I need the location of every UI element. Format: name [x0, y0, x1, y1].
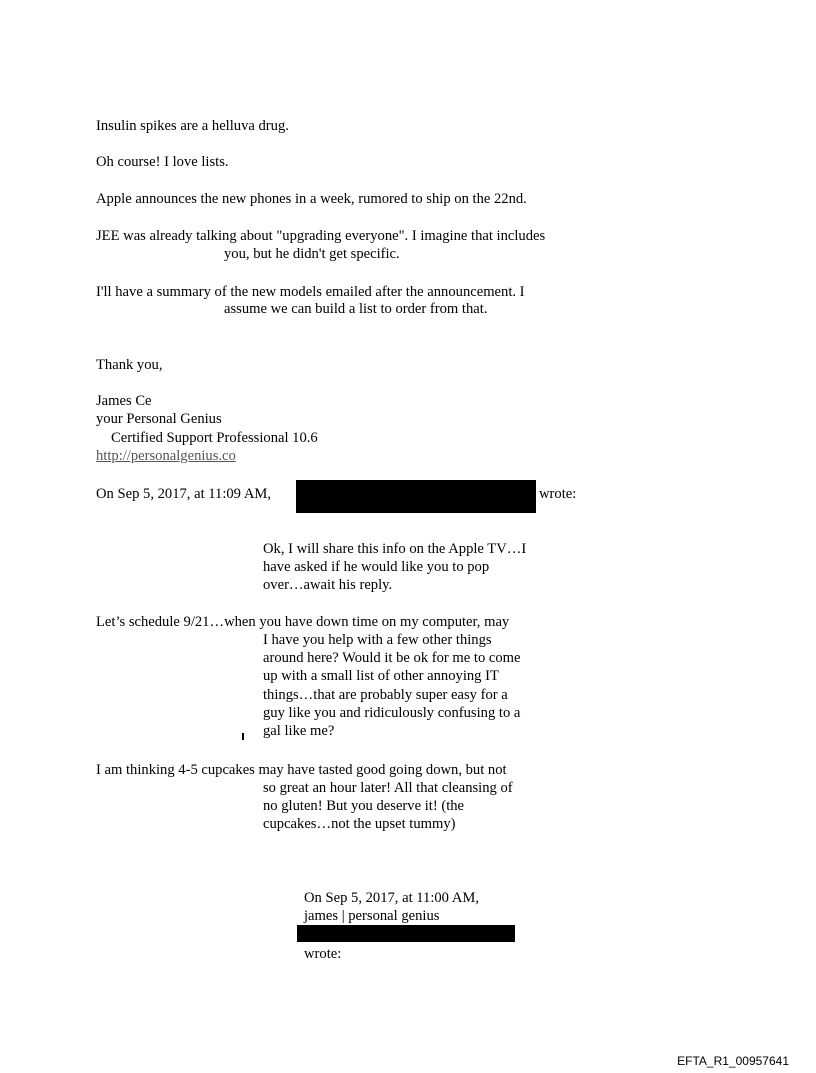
quote1-c-line: so great an hour later! All that cleansing of [263, 780, 513, 796]
quote1-c-line: no gluten! But you deserve it! (the [263, 798, 465, 814]
quote1-b-first-line: Let’s schedule 9/21…when you have down time on my computer, may [96, 614, 510, 630]
document-id: EFTA_R1_00957641 [677, 1054, 789, 1068]
quote2-header-line-2: james | personal genius [304, 908, 440, 924]
quote2-header-line-1: On Sep 5, 2017, at 11:00 AM, [304, 890, 479, 906]
reply-line-jee-1: JEE was already talking about "upgrading everyone". I imagine that includes [96, 228, 546, 244]
reply-line-lists: Oh course! I love lists. [96, 154, 229, 170]
scan-mark [242, 733, 244, 740]
signature-title: your Personal Genius [96, 411, 222, 427]
quote1-b-line: gal like me? [263, 723, 335, 739]
quote1-a-line: Ok, I will share this info on the Apple TV…I [263, 541, 527, 557]
quote2-header-line-3: wrote: [304, 946, 342, 962]
quote1-a-line: have asked if he would like you to pop [263, 559, 490, 575]
signature-closing: Thank you, [96, 357, 163, 373]
redaction-box [296, 480, 536, 513]
signature-cert: Certified Support Professional 10.6 [96, 430, 303, 446]
quote1-b-line: guy like you and ridiculously confusing to a [263, 705, 521, 721]
quote1-a-line: over…await his reply. [263, 577, 393, 593]
quote1-b-line: up with a small list of other annoying IT [263, 668, 499, 684]
quote1-b-line: around here? Would it be ok for me to come [263, 650, 521, 666]
signature-url-link[interactable]: http://personalgenius.co [96, 448, 236, 464]
quote1-header-suffix: wrote: [539, 486, 577, 502]
redaction-box [297, 925, 515, 942]
reply-line-jee-2: you, but he didn't get specific. [224, 246, 400, 262]
reply-line-apple: Apple announces the new phones in a week, rumored to ship on the 22nd. [96, 191, 527, 207]
quote1-b-line: I have you help with a few other things [263, 632, 492, 648]
quote1-header-prefix: On Sep 5, 2017, at 11:09 AM, [96, 486, 271, 502]
quote1-c-line: cupcakes…not the upset tummy) [263, 816, 456, 832]
quote1-b-line: things…that are probably super easy for a [263, 687, 508, 703]
reply-line-summary-2: assume we can build a list to order from that. [224, 301, 488, 317]
reply-line-insulin: Insulin spikes are a helluva drug. [96, 118, 289, 134]
quote1-c-first-line: I am thinking 4-5 cupcakes may have tasted good going down, but not [96, 762, 507, 778]
reply-line-summary-1: I'll have a summary of the new models emailed after the announcement. I [96, 284, 525, 300]
signature-name: James Ce [96, 393, 152, 409]
